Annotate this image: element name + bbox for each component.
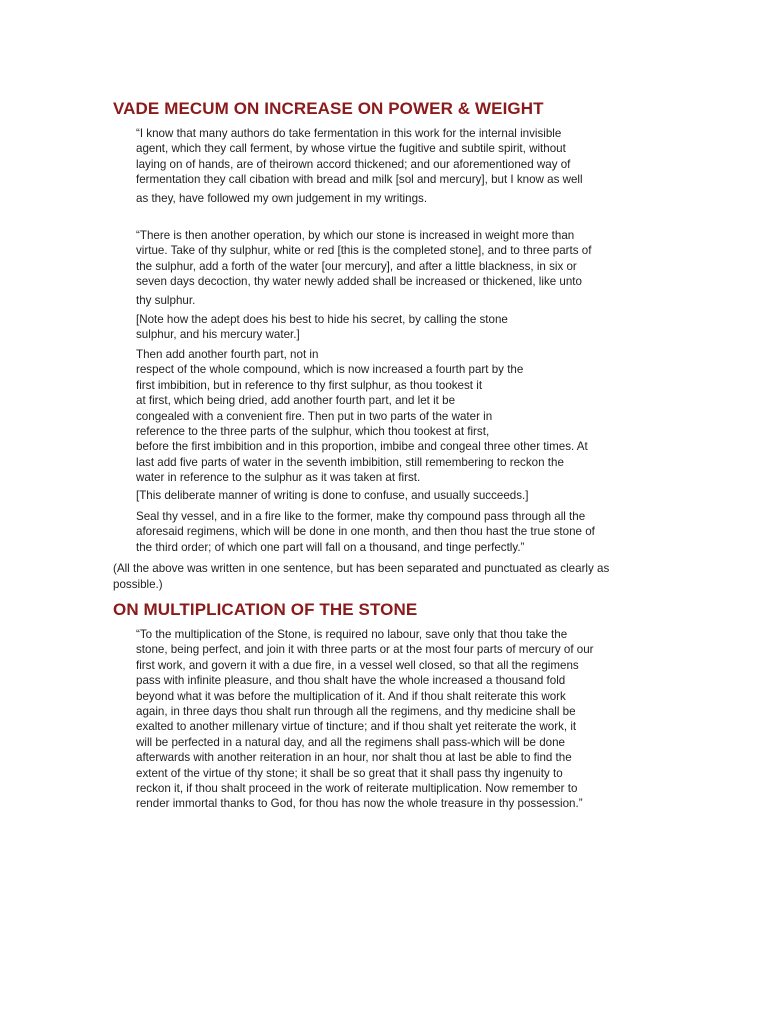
text-line: “I know that many authors do take fermentation in this work for the internal invisible [136, 127, 562, 140]
text-line: reference to the three parts of the sulphur, which thou tookest at first, [136, 425, 490, 439]
section-heading-multiplication: ON MULTIPLICATION OF THE STONE [113, 600, 418, 619]
text-line: extent of the virtue of thy stone; it shall be so great that it shall pass thy ingenuity to [136, 766, 563, 780]
paragraph-note-adept [136, 312, 508, 343]
paragraph-fourth-part [136, 347, 588, 486]
text-line: the third order; of which one part will fall on a thousand, and tinge perfectly.” [136, 540, 525, 554]
text-line: water in reference to the sulphur as it was taken at first. [136, 471, 421, 485]
section-heading-vade-mecum: VADE MECUM ON INCREASE ON POWER & WEIGHT [113, 99, 544, 118]
paragraph-another-operation [136, 228, 591, 308]
text-line: as they, have followed my own judgement in my writings. [136, 191, 428, 205]
text-line: reckon it, if thou shalt proceed in the work of reiterate multiplication. Now remember to [136, 782, 578, 796]
text-line: sulphur, and his mercury water.] [136, 328, 300, 342]
text-line: pass with infinite pleasure, and thou shalt have the whole increased a thousand fold [136, 674, 566, 688]
text-line: again, in three days thou shalt run through all the regimens, and thy medicine shall be [136, 705, 576, 719]
text-line: [This deliberate manner of writing is done to confuse, and usually succeeds.] [136, 489, 529, 502]
paragraph-editorial-note [113, 561, 609, 593]
text-line: render immortal thanks to God, for thou has now the whole treasure in thy possession.” [136, 797, 583, 811]
text-line: last add five parts of water in the seventh imbibition, still remembering to reckon the [136, 455, 564, 469]
text-line: thy sulphur. [136, 293, 196, 307]
text-line: virtue. Take of thy sulphur, white or red [this is the completed stone], and to three parts of [136, 244, 592, 258]
text-line: [Note how the adept does his best to hide his secret, by calling the stone [136, 313, 508, 326]
text-line: (All the above was written in one sentence, but has been separated and punctuated as clearly as [113, 562, 610, 575]
text-line: Seal thy vessel, and in a fire like to the former, make thy compound pass through all the [136, 510, 586, 523]
text-line: afterwards with another reiteration in an hour, nor shalt thou at last be able to find the [136, 751, 572, 765]
paragraph-seal-vessel [136, 509, 595, 555]
text-line: respect of the whole compound, which is now increased a fourth part by the [136, 363, 524, 377]
paragraph-fermentation [136, 126, 583, 206]
paragraph-deliberate-manner [136, 488, 528, 503]
text-line: first work, and govern it with a due fire, in a vessel well closed, so that all the regimens [136, 658, 579, 672]
text-line: “There is then another operation, by which our stone is increased in weight more than [136, 229, 575, 242]
text-line: before the first imbibition and in this proportion, imbibe and congeal three other times. At [136, 440, 588, 454]
text-line: congealed with a convenient fire. Then put in two parts of the water in [136, 409, 493, 423]
paragraph-multiplication [136, 627, 594, 812]
text-line: beyond what it was before the multiplication of it. And if thou shalt reiterate this work [136, 689, 566, 703]
text-line: will be perfected in a natural day, and all the regimens shall pass-which will be done [136, 735, 565, 749]
text-line: first imbibition, but in reference to thy first sulphur, as thou tookest it [136, 378, 483, 392]
text-line: fermentation they call cibation with bread and milk [sol and mercury], but I know as well [136, 173, 583, 187]
text-line: exalted to another millenary virtue of tincture; and if thou shalt yet reiterate the work, it [136, 720, 577, 734]
text-line: laying on of hands, are of theirown accord thickened; and our aforementioned way of [136, 157, 571, 171]
text-line: the sulphur, add a forth of the water [our mercury], and after a little blackness, in six or [136, 259, 577, 273]
text-line: seven days decoction, thy water newly added shall be increased or thickened, like unto [136, 275, 582, 289]
text-line: aforesaid regimens, which will be done in one month, and then thou hast the true stone of [136, 525, 595, 539]
text-line: Then add another fourth part, not in [136, 348, 319, 361]
text-line: at first, which being dried, add another fourth part, and let it be [136, 394, 456, 408]
text-line: stone, being perfect, and join it with three parts or at the most four parts of mercury of our [136, 643, 594, 657]
text-line: “To the multiplication of the Stone, is required no labour, save only that thou take the [136, 628, 568, 641]
text-line: possible.) [113, 578, 163, 592]
text-line: agent, which they call ferment, by whose virtue the fugitive and subtile spirit, without [136, 142, 566, 156]
